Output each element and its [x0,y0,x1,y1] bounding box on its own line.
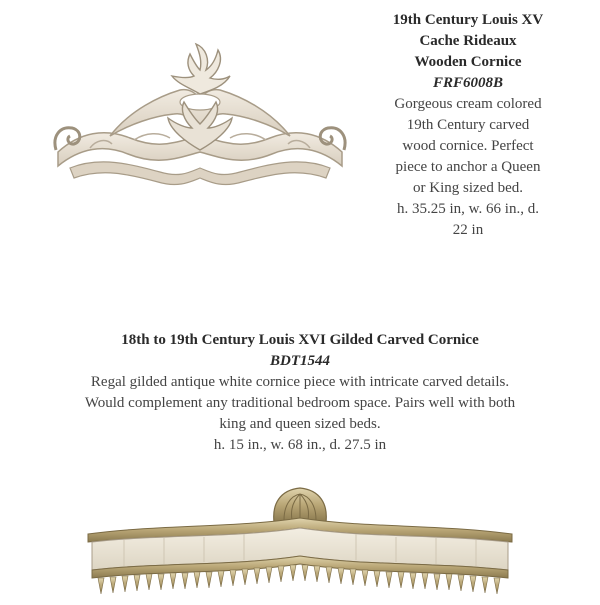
product-1-title-line: Wooden Cornice [414,54,522,70]
product-2-description-line: Would complement any traditional bedroom space. Pairs well with both [84,395,516,411]
product-1-description [368,94,568,199]
product-1-description-line: or King sized bed. [413,180,523,196]
product-2-info [40,330,560,456]
product-1-dimensions-line: 22 in [452,222,484,238]
product-1-title-line: 19th Century Louis XV [392,12,544,28]
product-1-title [368,10,568,73]
product-2-description-line: Regal gilded antique white cornice piece with intricate carved details. [90,374,510,390]
product-1-description-line: wood cornice. Perfect [402,138,534,154]
gilded-cornice-icon [84,482,516,600]
product-2-description [40,372,560,435]
gilded-cornice-image [84,482,516,600]
product-1-description-line: Gorgeous cream colored [394,96,542,112]
product-1-title-line: Cache Rideaux [419,33,517,49]
product-2-description-line: king and queen sized beds. [219,416,381,432]
product-2-title: 18th to 19th Century Louis XVI Gilded Carved Cornice [121,332,479,348]
cream-carved-cornice-icon [50,32,350,192]
product-1-description-line: piece to anchor a Queen [395,159,541,175]
product-1-dimensions [368,199,568,241]
product-2-dimensions: h. 15 in., w. 68 in., d. 27.5 in [213,437,387,453]
product-1-info [368,10,568,241]
product-1-sku: FRF6008B [432,75,504,91]
product-1-description-line: 19th Century carved [406,117,530,133]
product-2-sku: BDT1544 [270,353,330,369]
cream-cornice-image [50,32,350,192]
product-1-dimensions-line: h. 35.25 in, w. 66 in., d. [397,201,539,217]
